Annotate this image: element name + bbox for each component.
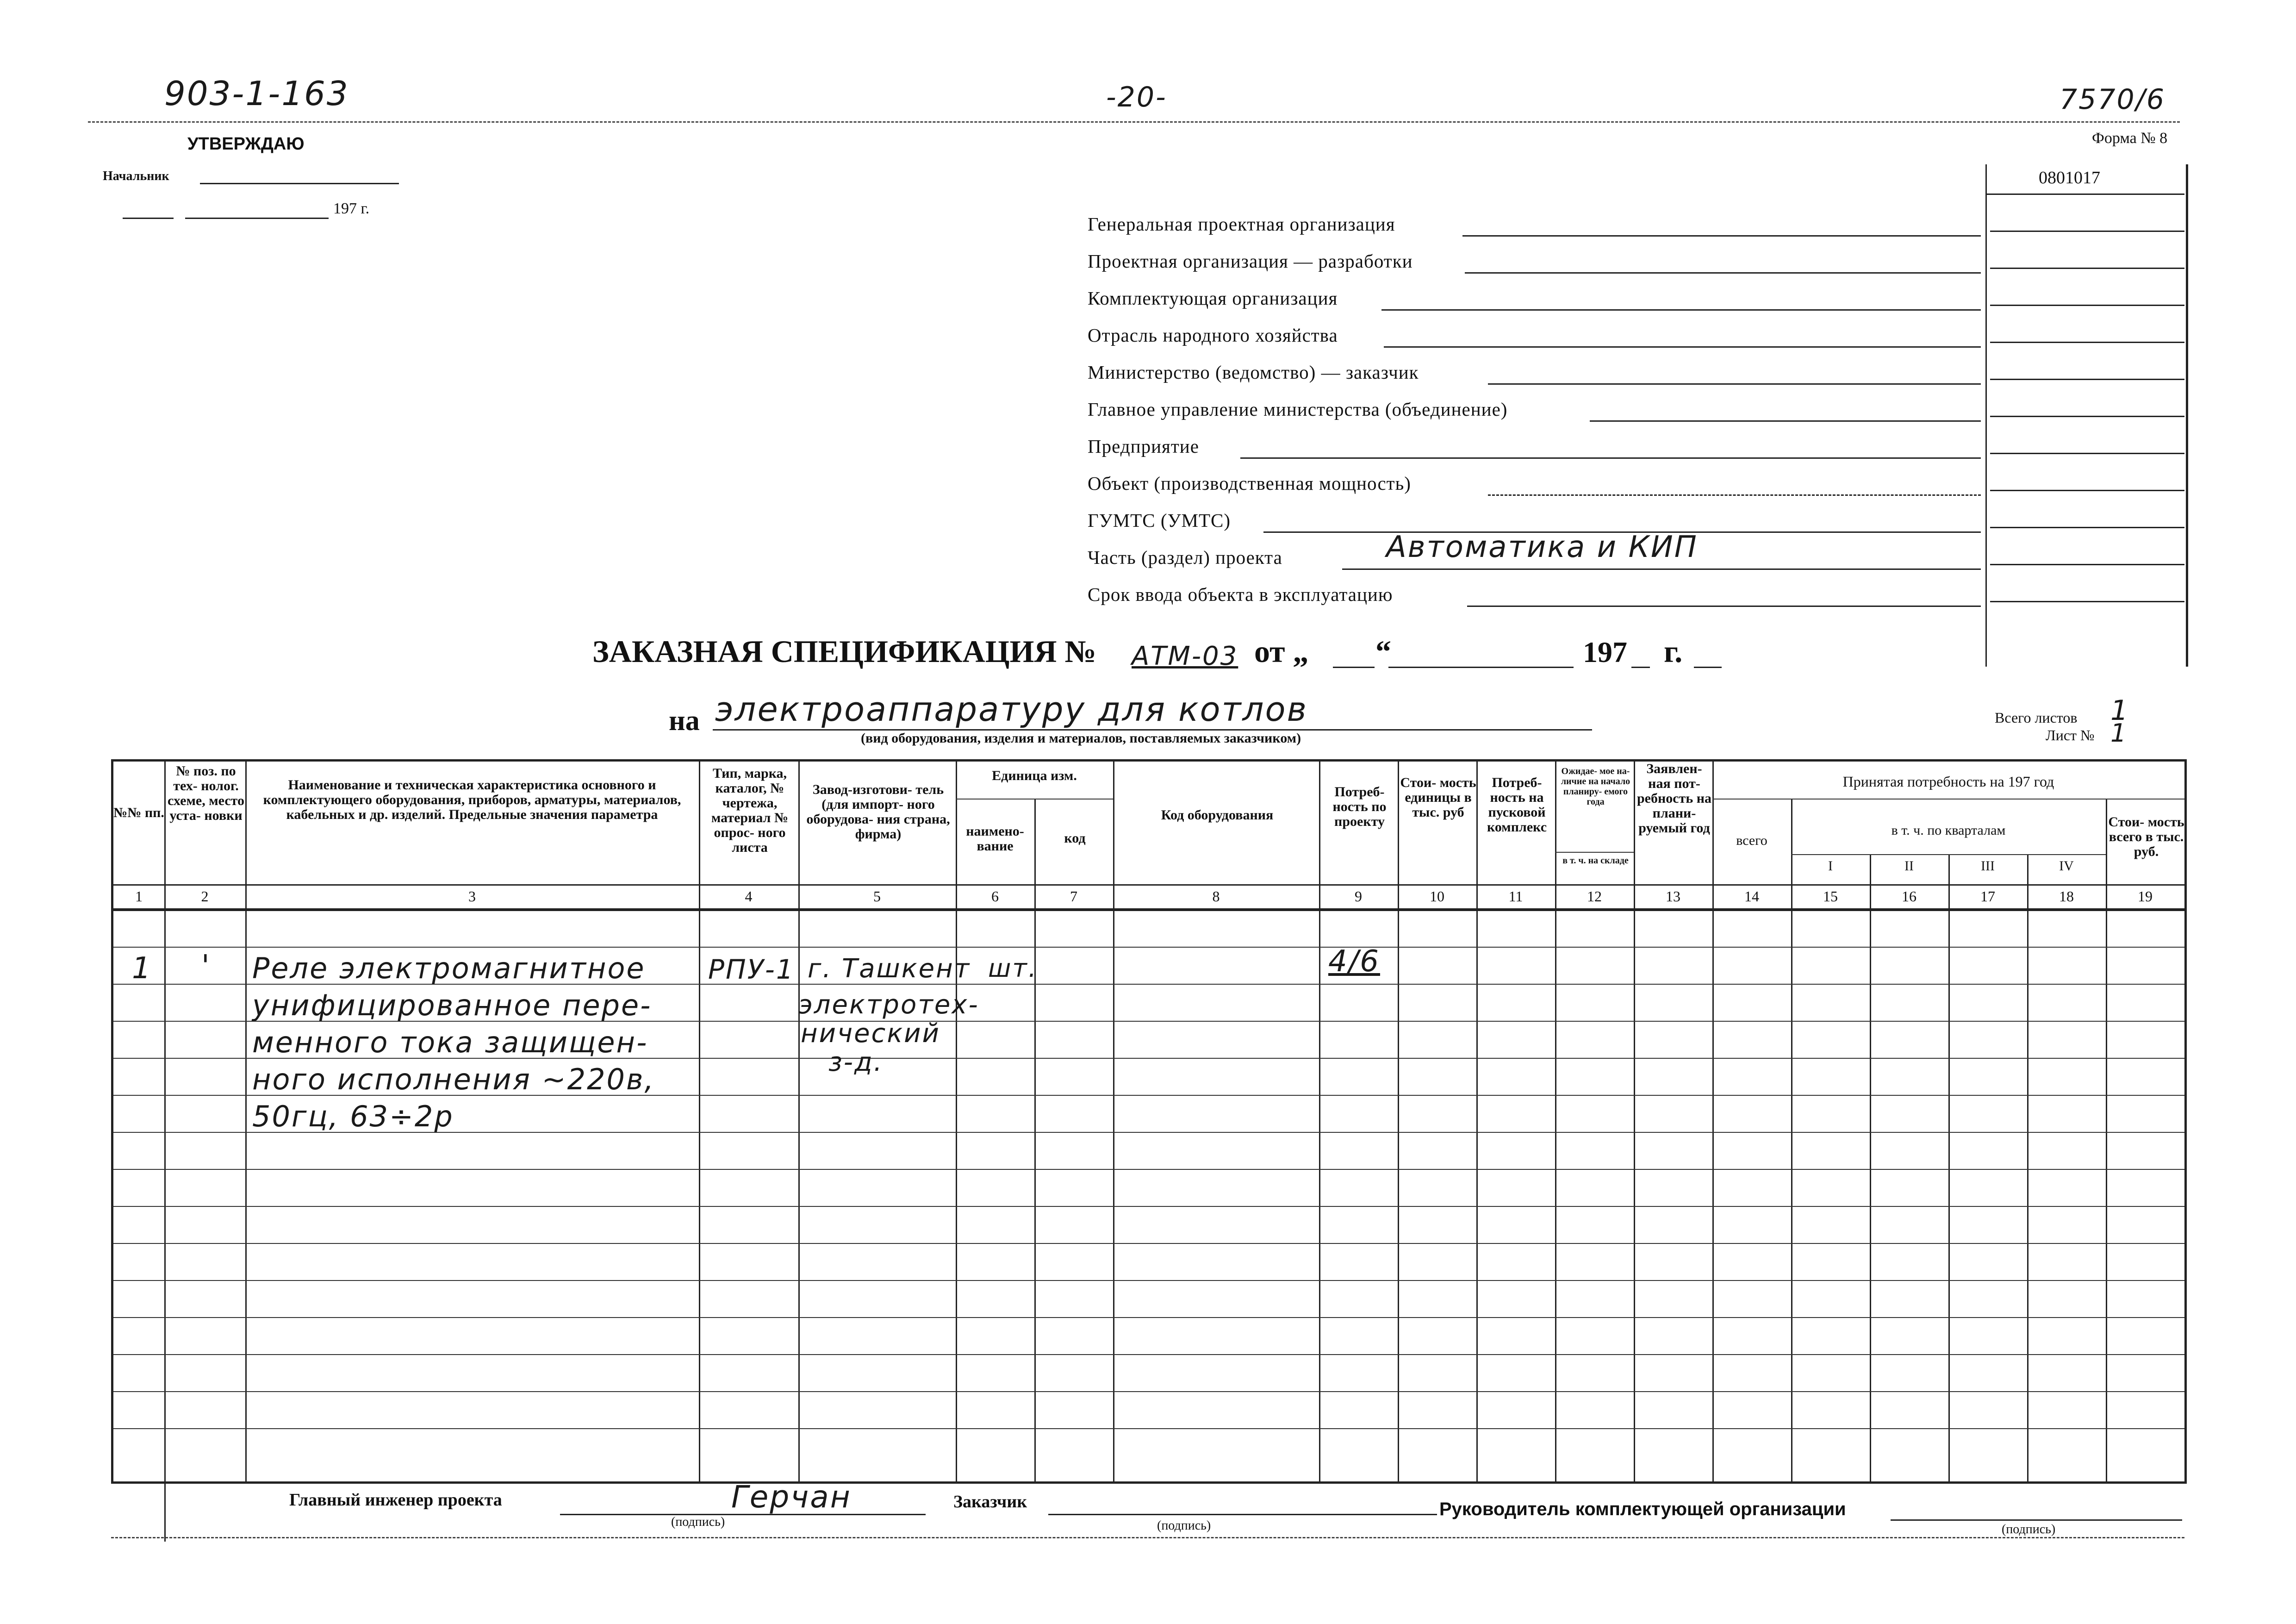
- col-line-12: [1634, 759, 1635, 1481]
- head-label: Руководитель комплектующей организации: [1439, 1499, 1846, 1519]
- field-line-general-org[interactable]: [1462, 235, 1981, 237]
- sheet-label: Лист №: [2046, 727, 2095, 743]
- header-col-6: наимено- вание: [966, 824, 1024, 854]
- colnum-2: 2: [201, 888, 209, 905]
- head-sign-caption: (подпись): [2002, 1522, 2056, 1537]
- row1-quantity: 4/6: [1328, 944, 1380, 979]
- field-label-supplier-org: Комплектующая организация: [1088, 287, 1338, 309]
- row1-num: 1: [132, 951, 152, 986]
- header-col-19: Стои- мость всего в тыс. руб.: [2108, 814, 2184, 859]
- code-cell-11: [1990, 601, 2184, 602]
- field-label-gumts: ГУМТС (УМТС): [1088, 510, 1231, 531]
- field-line-main-directorate[interactable]: [1590, 420, 1981, 422]
- spec-g: г.: [1664, 634, 1683, 669]
- header-col-8: Код оборудования: [1161, 807, 1274, 823]
- colnum-8: 8: [1212, 888, 1220, 905]
- spec-end-line: [1694, 667, 1722, 668]
- field-label-commissioning: Срок ввода объекта в эксплуатацию: [1088, 584, 1393, 605]
- chief-engineer-label: Главный инженер проекта: [289, 1490, 502, 1510]
- row1-type: РПУ-1: [708, 954, 795, 985]
- row-line: [113, 1206, 2184, 1207]
- code-cell-9: [1990, 527, 2184, 528]
- row-line: [113, 1391, 2184, 1392]
- code-cell-6: [1990, 416, 2184, 417]
- row1-factory-line-2: электротех-: [798, 990, 979, 1020]
- date-line-1: [123, 218, 174, 219]
- colnum-9: 9: [1355, 888, 1362, 905]
- chief-label: Начальник: [103, 169, 169, 183]
- code-cell-1: [1990, 231, 2184, 232]
- spec-year-line: [1631, 667, 1650, 668]
- header-col-13: Заявлен- ная пот- ребность на плани- руемый год: [1637, 761, 1711, 836]
- header-col-2: № поз. по тех- нолог. схеме, место уста- новки: [167, 763, 244, 823]
- field-label-object: Объект (производственная мощность): [1088, 473, 1411, 494]
- spec-na: на: [669, 705, 700, 737]
- row1-name-line-1: Реле электромагнитное: [252, 951, 646, 985]
- sheet-number: 1: [2110, 718, 2128, 748]
- field-line-commissioning[interactable]: [1467, 606, 1981, 607]
- field-line-project-part[interactable]: [1342, 568, 1981, 570]
- form-code-underline: [1985, 194, 2184, 195]
- field-label-industry: Отрасль народного хозяйства: [1088, 325, 1338, 346]
- table-body-top: [111, 908, 2187, 911]
- colnum-3: 3: [468, 888, 476, 905]
- field-line-enterprise[interactable]: [1240, 457, 1981, 459]
- row1-factory-line-1: г. Ташкент: [808, 954, 971, 984]
- header-col-7: код: [1064, 831, 1086, 846]
- header-col-12: Ожидае- мое на- личие на начало планиру- емого года: [1561, 766, 1630, 807]
- header-quarters: в т. ч. по кварталам: [1891, 823, 2006, 838]
- form-label: Форма № 8: [2092, 130, 2168, 147]
- header-col-14: всего: [1736, 833, 1767, 848]
- header-col-5: Завод-изготови- тель (для импорт- ного оборудова- ния страна, фирма): [806, 782, 950, 842]
- col-line-13: [1712, 759, 1714, 1481]
- row-line: [113, 1243, 2184, 1244]
- code-cell-3: [1990, 305, 2184, 306]
- header-col-12-stock: в т. ч. на складе: [1562, 856, 1629, 866]
- bottom-dashed-line: [111, 1537, 2184, 1538]
- colnum-15: 15: [1823, 888, 1838, 905]
- colnum-18: 18: [2059, 888, 2074, 905]
- row1-factory-line-3: нический: [801, 1018, 940, 1049]
- col-line-15: [1870, 854, 1871, 1481]
- row1-name-line-2: унифицированное пере-: [252, 988, 652, 1022]
- spec-from: от „: [1254, 634, 1309, 669]
- col-line-8: [1319, 759, 1320, 1481]
- page-number: -20-: [1106, 81, 1167, 113]
- code-cell-5: [1990, 379, 2184, 380]
- field-line-supplier-org[interactable]: [1381, 309, 1981, 311]
- col-line-11: [1555, 759, 1556, 1481]
- stock-subheader-line: [1555, 852, 1634, 853]
- spec-subject-caption: (вид оборудования, изделия и материалов, поставляемых заказчиком): [861, 731, 1301, 746]
- colnum-5: 5: [873, 888, 881, 905]
- chief-engineer-sign-line: [560, 1514, 926, 1515]
- field-label-design-org: Проектная организация — разработки: [1088, 250, 1413, 272]
- table-bottom: [111, 1481, 2187, 1484]
- chief-engineer-sign-caption: (подпись): [671, 1515, 725, 1529]
- row-line: [113, 1354, 2184, 1355]
- colnum-10: 10: [1430, 888, 1444, 905]
- head-sign-line: [1891, 1519, 2182, 1521]
- col-line-right: [2184, 759, 2187, 1481]
- code-cell-7: [1990, 453, 2184, 454]
- col-line-1: [164, 759, 166, 1542]
- col-line-9: [1398, 759, 1399, 1481]
- project-part-value: Автоматика и КИП: [1386, 530, 1698, 564]
- date-line-2: [185, 218, 329, 219]
- unit-subheader-line: [956, 799, 1113, 800]
- project-code: 903-1-163: [164, 74, 349, 113]
- chief-line: [200, 183, 399, 184]
- document-reference: 7570/6: [2060, 83, 2166, 116]
- colnum-19: 19: [2138, 888, 2153, 905]
- col-line-3: [699, 759, 700, 1481]
- spec-title: [592, 633, 1096, 670]
- field-line-industry[interactable]: [1384, 346, 1981, 348]
- spec-quote: “: [1375, 634, 1391, 669]
- header-col-9: Потреб- ность по проекту: [1332, 784, 1387, 829]
- colnum-4: 4: [745, 888, 753, 905]
- colnum-17: 17: [1980, 888, 1995, 905]
- total-sheets-label: Всего листов: [1995, 709, 2078, 726]
- code-cell-10: [1990, 564, 2184, 565]
- header-unit: Единица изм.: [992, 768, 1077, 783]
- spec-number: АТМ-03: [1132, 641, 1238, 671]
- total-sheets: 1: [2110, 694, 2130, 727]
- colnum-16: 16: [1902, 888, 1916, 905]
- accepted-subheader-line: [1712, 799, 2184, 800]
- header-col-3: Наименование и техническая характеристика основного и комплектующего оборудования, приборов, арматуры, материалов, кабельных и др. изделий. Предельные значения параметра: [263, 777, 681, 822]
- approve-label: УТВЕРЖДАЮ: [187, 134, 305, 154]
- row1-pos: ': [201, 949, 211, 983]
- col-line-10: [1476, 759, 1478, 1481]
- header-col-10: Стои- мость единицы в тыс. руб: [1400, 775, 1476, 820]
- row1-name-line-3: менного тока защищен-: [252, 1025, 648, 1059]
- field-label-general-org: Генеральная проектная организация: [1088, 213, 1395, 235]
- spec-subject: электроаппаратуру для котлов: [715, 690, 1308, 729]
- colnum-12: 12: [1587, 888, 1602, 905]
- field-label-ministry: Министерство (ведомство) — заказчик: [1088, 362, 1419, 383]
- row-line: [113, 1428, 2184, 1429]
- header-col-18: IV: [2059, 858, 2074, 874]
- code-cell-8: [1990, 490, 2184, 491]
- colnum-7: 7: [1070, 888, 1077, 905]
- col-line-4: [798, 759, 800, 1481]
- col-line-17: [2027, 854, 2028, 1481]
- row-line: [113, 1317, 2184, 1318]
- table-top-border: [111, 759, 2187, 762]
- row1-factory-line-4: з-д.: [828, 1047, 884, 1077]
- field-line-design-org[interactable]: [1465, 272, 1981, 274]
- col-line-2: [245, 759, 247, 1481]
- col-line-16: [1948, 854, 1950, 1481]
- spec-year: 197: [1583, 636, 1627, 668]
- form-code: 0801017: [2039, 168, 2100, 187]
- spec-day-line: [1333, 667, 1375, 668]
- field-label-project-part: Часть (раздел) проекта: [1088, 547, 1282, 568]
- table-colnum-top: [111, 884, 2187, 886]
- header-col-17: III: [1981, 858, 1995, 874]
- col-line-7: [1113, 759, 1114, 1481]
- spec-title-prefix: ЗАКАЗНАЯ СПЕЦИФИКАЦИЯ №: [592, 634, 1096, 669]
- date-year-label: 197 г.: [333, 200, 370, 217]
- row-line: [113, 1169, 2184, 1170]
- colnum-11: 11: [1508, 888, 1523, 905]
- col-line-5: [956, 759, 957, 1481]
- code-cell-4: [1990, 342, 2184, 343]
- customer-label: Заказчик: [953, 1492, 1027, 1512]
- header-accepted: Принятая потребность на 197 год: [1842, 773, 2054, 790]
- chief-engineer-signature: Герчан: [731, 1479, 852, 1515]
- header-col-11: Потреб- ность на пусковой комплекс: [1487, 775, 1547, 835]
- customer-sign-line: [1048, 1514, 1437, 1515]
- colnum-1: 1: [135, 888, 143, 905]
- header-col-1: №№ пп.: [113, 805, 164, 820]
- row1-unit: шт.: [988, 954, 1038, 983]
- field-label-main-directorate: Главное управление министерства (объединение): [1088, 399, 1508, 420]
- row-line: [113, 947, 2184, 948]
- colnum-6: 6: [991, 888, 999, 905]
- header-col-16: II: [1904, 858, 1914, 874]
- field-label-enterprise: Предприятие: [1088, 436, 1199, 457]
- row1-name-line-4: ного исполнения ~220в,: [252, 1062, 655, 1096]
- header-col-4: Тип, марка, каталог, № чертежа, материал № опрос- ного листа: [711, 766, 789, 855]
- row-line: [113, 1280, 2184, 1281]
- spec-month-line: [1388, 667, 1574, 668]
- colnum-13: 13: [1666, 888, 1680, 905]
- field-line-object[interactable]: [1488, 494, 1981, 496]
- top-dashed-line: [88, 121, 2180, 123]
- row1-name-line-5: 50гц, 63÷2р: [252, 1099, 454, 1133]
- col-line-left: [111, 759, 113, 1481]
- quarters-subheader-line: [1791, 854, 2106, 855]
- colnum-14: 14: [1744, 888, 1759, 905]
- field-line-ministry[interactable]: [1488, 383, 1981, 385]
- customer-sign-caption: (подпись): [1157, 1518, 1211, 1533]
- header-col-15: I: [1828, 858, 1833, 874]
- code-cell-2: [1990, 268, 2184, 269]
